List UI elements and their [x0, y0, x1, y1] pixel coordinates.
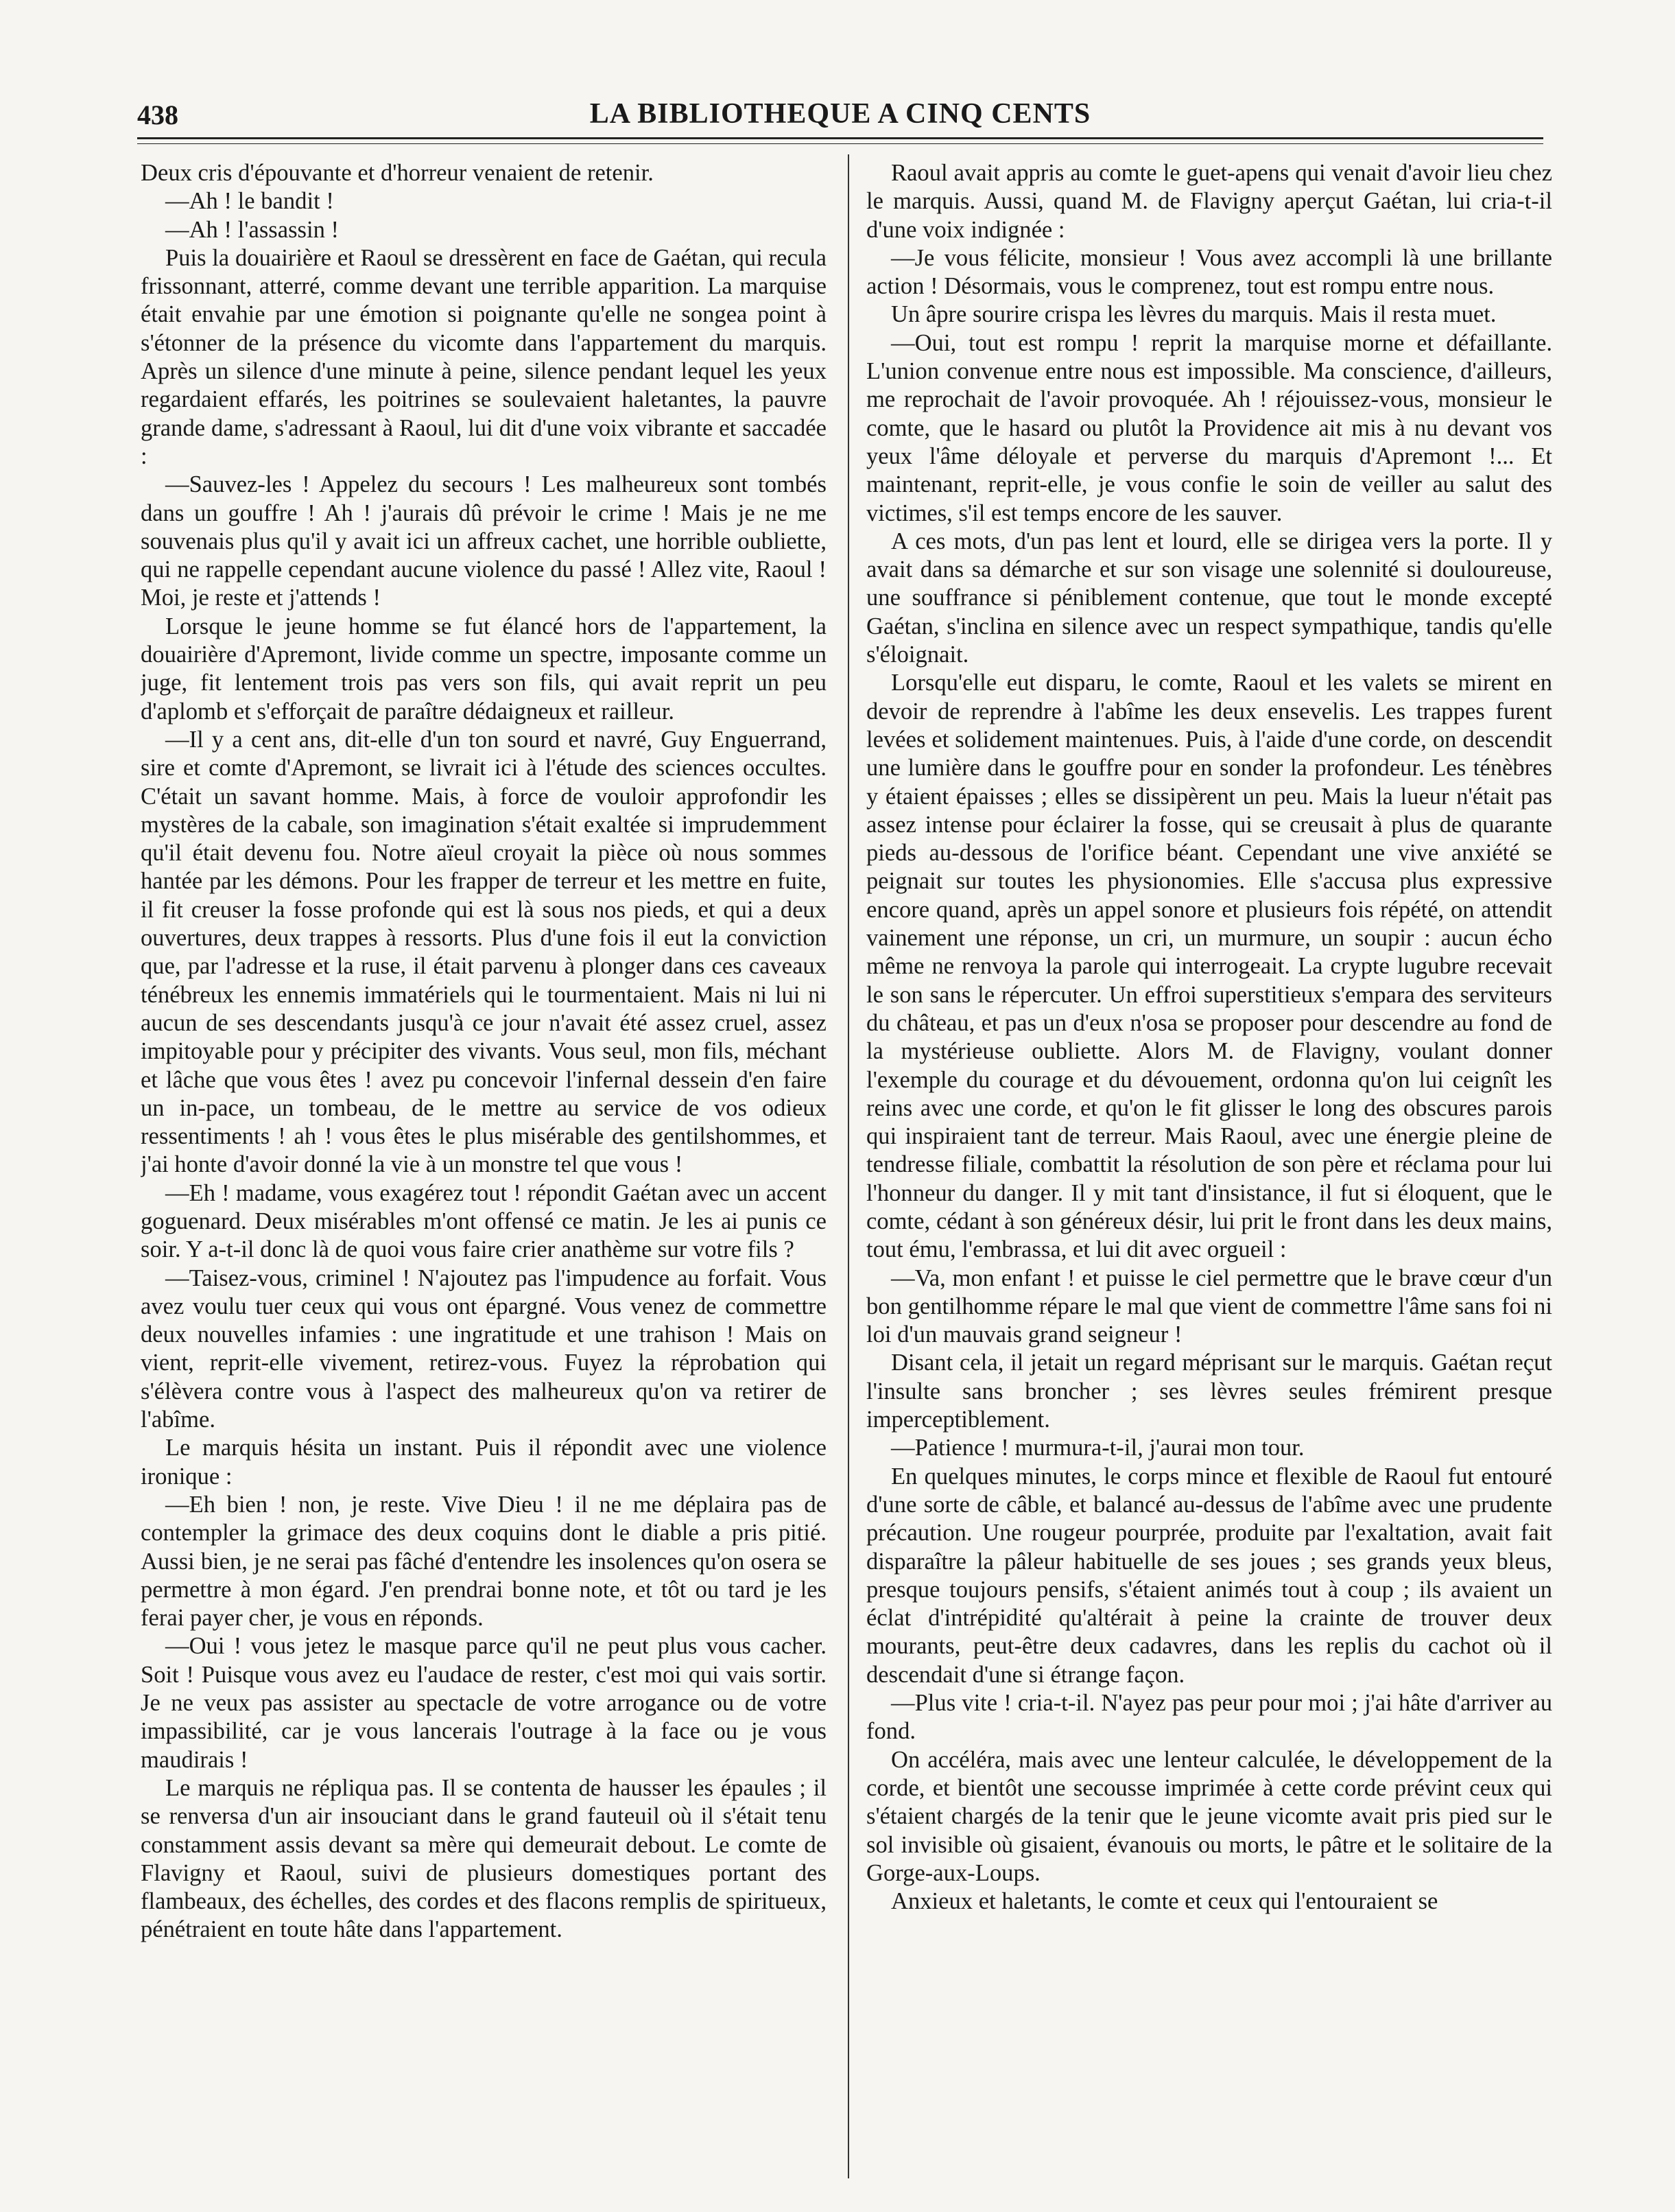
- running-title: LA BIBLIOTHEQUE A CINQ CENTS: [589, 98, 1091, 130]
- paragraph: Anxieux et haletants, le comte et ceux qui l'entouraient se: [891, 1888, 1438, 1915]
- paragraph: —Je vous félicite, monsieur ! Vous avez accompli là une brillante action ! Désormais, vous le comprenez, tout est rompu entre nous.: [866, 244, 1552, 300]
- paragraph: Deux cris d'épouvante et d'horreur venaient de retenir.: [141, 160, 654, 186]
- paragraph: —Patience ! murmura-t-il, j'aurai mon tour.: [891, 1435, 1305, 1461]
- paragraph: —Il y a cent ans, dit-elle d'un ton sourd et navré, Guy Enguerrand, sire et comte d'Apremont, se livrait ici à l'étude des sciences occultes. C'était un savant homme. Mais, à force de vouloir approfondir les mystères de la cabale, son imagination s'était exaltée si imprudemment qu'il était devenu fou. Notre aïeul croyait la pièce où nous sommes hantée par les démons. Pour les frapper de terreur et les mettre en fuite, il fit creuser la fosse profonde qui est là sous nos pieds, et qui a deux ouvertures, deux trappes à ressorts. Plus d'une fois il eut la conviction que, par l'adresse et la ruse, il était parvenu à plonger dans ces caveaux ténébreux les ennemis immatériels qui le tourmentaient. Mais ni lui ni aucun de ses descendants jusqu'à ce jour n'avait été assez cruel, assez impitoyable pour y précipiter des vivants. Vous seul, mon fils, méchant et lâche que vous êtes ! avez pu concevoir l'infernal dessein d'en faire un in-pace, un tombeau, de le mettre au service de vos odieux ressentiments ! ah ! vous êtes le plus misérable des gentilshommes, et j'ai honte d'avoir donné la vie à un monstre tel que vous !: [141, 726, 827, 1178]
- paragraph: En quelques minutes, le corps mince et flexible de Raoul fut entouré d'une sorte de câble, et balancé au-dessus de l'abîme avec une prudente précaution. Une rougeur pourprée, produite par l'exaltation, avait fait disparaître la pâleur habituelle de ses joues ; ses grands yeux bleus, presque toujours pensifs, s'étaient animés tout à coup ; ils avaient un éclat d'intrépidité qu'altérait à peine la crainte de trouver deux mourants, peut-être deux cadavres, dans les replis du cachot où il descendait d'une si étrange façon.: [866, 1463, 1552, 1688]
- right-column: [866, 159, 1552, 2149]
- paragraph: —Sauvez-les ! Appelez du secours ! Les malheureux sont tombés dans un gouffre ! Ah ! j'aurais dû prévoir le crime ! Mais je ne me souvenais plus qu'il y avait ici un affreux cachet, une horrible oubliette, qui ne rappelle cependant aucune violence du passé ! Allez vite, Raoul ! Moi, je reste et j'attends !: [141, 471, 827, 611]
- paragraph: Puis la douairière et Raoul se dressèrent en face de Gaétan, qui recula frissonnant, atterré, comme devant une terrible apparition. La marquise était envahie par une émotion si poignante qu'elle ne songea point à s'étonner de la présence du vicomte dans l'appartement du marquis. Après un silence d'une minute à peine, silence pendant lequel les yeux regardaient effarés, les poitrines se soulevaient haletantes, la pauvre grande dame, s'adressant à Raoul, lui dit d'une voix vibrante et saccadée :: [141, 244, 827, 469]
- paragraph: —Oui ! vous jetez le masque parce qu'il ne peut plus vous cacher. Soit ! Puisque vous avez eu l'audace de rester, c'est moi qui vais sortir. Je ne veux pas assister au spectacle de votre arrogance ou de votre impassibilité, car je vous lancerais l'outrage à la face ou je vous maudirais !: [141, 1633, 827, 1773]
- paragraph: —Plus vite ! cria-t-il. N'ayez pas peur pour moi ; j'ai hâte d'arriver au fond.: [866, 1690, 1552, 1745]
- paragraph: Le marquis hésita un instant. Puis il répondit avec une violence ironique :: [141, 1435, 827, 1490]
- paragraph: —Ah ! le bandit !: [165, 188, 334, 215]
- paragraph: Lorsque le jeune homme se fut élancé hors de l'appartement, la douairière d'Apremont, livide comme un spectre, imposante comme un juge, fit lentement trois pas vers son fils, qui avait reprit un peu d'aplomb et s'efforçait de paraître dédaigneux et railleur.: [141, 613, 827, 725]
- paragraph: On accéléra, mais avec une lenteur calculée, le développement de la corde, et bientôt une secousse imprimée à cette corde prévint ceux qui s'étaient chargés de la tenir que le jeune vicomte avait pris pied sur le sol invisible où gisaient, évanouis ou morts, le pâtre et le solitaire de la Gorge-aux-Loups.: [866, 1746, 1552, 1886]
- paragraph: —Va, mon enfant ! et puisse le ciel permettre que le brave cœur d'un bon gentilhomme répare le mal que vient de commettre l'âme sans foi ni loi d'un mauvais grand seigneur !: [866, 1264, 1552, 1348]
- page-header: [137, 95, 1543, 136]
- paragraph: —Ah ! l'assassin !: [165, 216, 340, 243]
- paragraph: Lorsqu'elle eut disparu, le comte, Raoul et les valets se mirent en devoir de reprendre à l'abîme les deux ensevelis. Les trappes furent levées et solidement maintenues. Puis, à l'aide d'une corde, on descendit une lumière dans le gouffre pour en sonder la profondeur. Les ténèbres y étaient épaisses ; elles se dissipèrent un peu. Mais la lueur n'était pas assez intense pour éclairer la fosse, qui se creusait à plus de quarante pieds au-dessous de l'orifice béant. Cependant une vive anxiété se peignait sur toutes les physionomies. Elle s'accusa plus expressive encore quand, après un appel sonore et plusieurs fois répété, on attendit vainement une réponse, un cri, un murmure, un soupir : aucun écho même ne renvoya la parole qui interrogeait. La crypte lugubre recevait le son sans le répercuter. Un effroi superstitieux s'empara des serviteurs du château, et pas un d'eux n'osa se proposer pour descendre au fond de la mystérieuse oubliette. Alors M. de Flavigny, voulant donner l'exemple du courage et du dévouement, ordonna qu'on lui ceignît les reins avec une corde, et qu'on le fit glisser le long des obscures parois qui inspiraient tant de terreur. Mais Raoul, avec une énergie pleine de tendresse filiale, combattit la résolution de son père et réclama pour lui l'honneur du danger. Il y mit tant d'insistance, il fut si éloquent, que le comte, cédant à son généreux désir, lui prit le front dans les deux mains, tout ému, l'embrassa, et lui dit avec orgueil :: [866, 670, 1552, 1263]
- paragraph: —Eh ! madame, vous exagérez tout ! répondit Gaétan avec un accent goguenard. Deux misérables m'ont offensé ce matin. Je les ai punis ce soir. Y a-t-il donc là de quoi vous faire crier anathème sur votre fils ?: [141, 1179, 827, 1263]
- column-divider: [848, 154, 849, 2178]
- paragraph: Disant cela, il jetait un regard méprisant sur le marquis. Gaétan reçut l'insulte sans broncher ; ses lèvres seules frémirent presque imperceptiblement.: [866, 1350, 1552, 1433]
- paragraph: A ces mots, d'un pas lent et lourd, elle se dirigea vers la porte. Il y avait dans sa démarche et sur son visage une solennité si douloureuse, une souffrance si péniblement contenue, que tout le monde excepté Gaétan, s'inclina en silence avec un respect sympathique, tandis qu'elle s'éloignait.: [866, 528, 1552, 668]
- paragraph: —Taisez-vous, criminel ! N'ajoutez pas l'impudence au forfait. Vous avez voulu tuer ceux qui vous ont épargné. Vous venez de commettre deux nouvelles infamies : une ingratitude et une trahison ! Mais on vient, reprit-elle vivement, retirez-vous. Fuyez la réprobation qui s'élèvera contre vous à l'aspect des malheureux qu'on va retirer de l'abîme.: [141, 1264, 827, 1433]
- header-rule: [137, 137, 1543, 139]
- left-column: [141, 159, 827, 2149]
- paragraph: —Eh bien ! non, je reste. Vive Dieu ! il ne me déplaira pas de contempler la grimace des deux coquins dont le diable a pris pitié. Aussi bien, je ne serai pas fâché d'entendre les insolences qu'on osera se permettre à mon égard. J'en prendrai bonne note, et tôt ou tard je les ferai payer cher, je vous en réponds.: [141, 1491, 827, 1632]
- paragraph: Un âpre sourire crispa les lèvres du marquis. Mais il resta muet.: [891, 301, 1497, 328]
- header-rule-thin: [137, 143, 1543, 144]
- paragraph: —Oui, tout est rompu ! reprit la marquise morne et défaillante. L'union convenue entre nous est impossible. Ma conscience, d'ailleurs, me reprochait de l'avoir provoquée. Ah ! réjouissez-vous, monsieur le comte, que le hasard ou plutôt la Providence ait mis à nu devant vos yeux l'âme déloyale et perverse du marquis d'Apremont !... Et maintenant, reprit-elle, je vous confie le soin de veiller au salut des victimes, s'il est temps encore de les sauver.: [866, 329, 1552, 526]
- paragraph: Le marquis ne répliqua pas. Il se contenta de hausser les épaules ; il se renversa d'un air insouciant dans le grand fauteuil où il s'était tenu constamment assis devant sa mère qui demeurait debout. Le comte de Flavigny et Raoul, suivi de plusieurs domestiques portant des flambeaux, des échelles, des cordes et des flacons remplis de spiritueux, pénétraient en toute hâte dans l'appartement.: [141, 1774, 827, 1943]
- page-number: 438: [137, 99, 178, 130]
- paragraph: Raoul avait appris au comte le guet-apens qui venait d'avoir lieu chez le marquis. Aussi, quand M. de Flavigny aperçut Gaétan, lui cria-t-il d'une voix indignée :: [866, 160, 1552, 243]
